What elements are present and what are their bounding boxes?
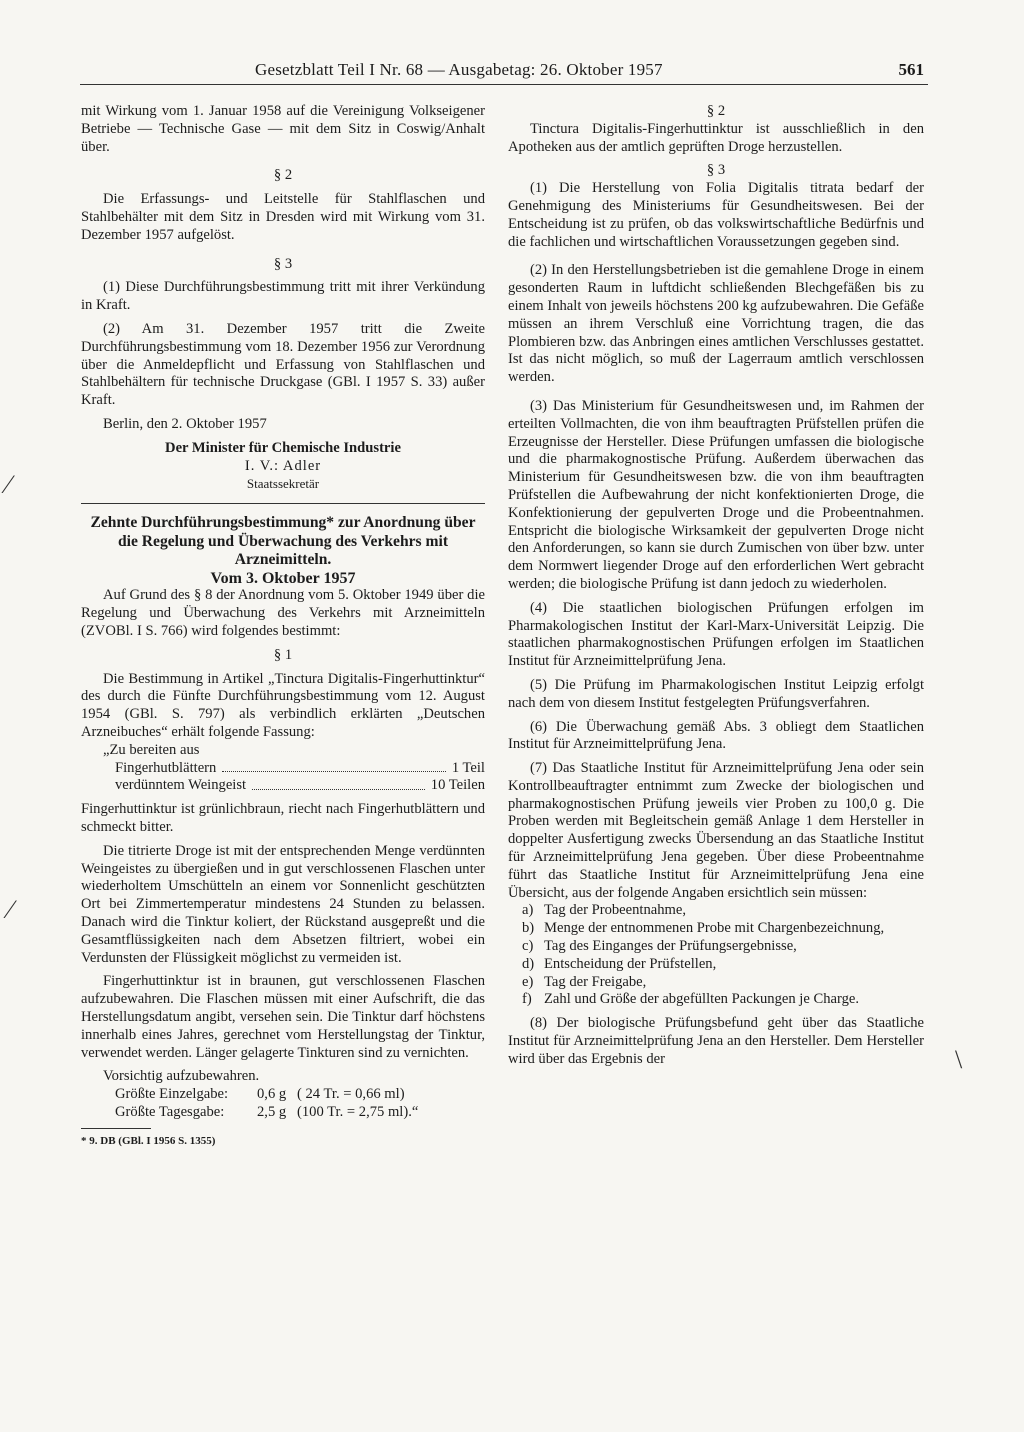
recipe-item: verdünntem Weingeist: [115, 777, 247, 794]
header-title: Gesetzblatt Teil I Nr. 68 — Ausgabetag: 26. Oktober 1957: [255, 60, 663, 79]
recipe-amount: 10 Teilen: [430, 777, 485, 794]
list-item: [522, 956, 924, 974]
paragraph: Die Erfassungs- und Leitstelle für Stahlflaschen und Stahlbehälter mit dem Sitz in Dresden wird mit Wirkung vom 31. Dezember 1957 aufgelöst.: [81, 191, 485, 243]
list-label: d): [522, 955, 535, 972]
paragraph: Tinctura Digitalis-Fingerhuttinktur ist ausschließlich in den Apotheken aus der amtlich geprüften Droge herzustellen.: [508, 120, 924, 155]
preamble: Auf Grund des § 8 der Anordnung vom 5. Oktober 1949 über die Regelung und Überwachung des Verkehrs mit Arzneimitteln (ZVOBl. I S. 766) wird folgendes bestimmt:: [81, 587, 485, 640]
paragraph: (6) Die Überwachung gemäß Abs. 3 obliegt dem Staatlichen Institut für Arzneimittelprüfung Jena.: [508, 718, 924, 753]
margin-mark-icon: ⁄: [8, 895, 13, 924]
section-heading: § 2: [273, 167, 293, 184]
section-heading: § 3: [706, 162, 726, 179]
recipe-line: [115, 777, 485, 795]
paragraph: Die titrierte Droge ist mit der entsprechenden Menge verdünnten Weingeistes zu übergießen und in gut verschlossenen Flaschen unter wiederholtem Umschütteln an einem vor Sonnenlicht geschützten Ort bei Zimmertemperatur mindestens 24 Stunden zu belassen. Danach wird die Tinktur koliert, der Rückstand ausgepreßt und die Gesamtflüssigkeiten nach dem Absetzen filtriert, wobei ein Verdunsten der Flüssigkeit möglichst zu vermeiden ist.: [81, 842, 485, 966]
dose-detail: ( 24 Tr. = 0,66 ml): [297, 1086, 405, 1103]
paragraph: Fingerhuttinktur ist in braunen, gut verschlossenen Flaschen aufzubewahren. Die Flaschen müssen mit einer Aufschrift, die das Herstellungsdatum angibt, versehen sein. Die Tinktur darf höchstens innerhalb eines Jahres, gerechnet vom Herstellungstag der Tinktur, verwendet werden. Länger gelagerte Tinkturen sind zu vernichten.: [81, 973, 485, 1061]
paragraph: Fingerhuttinktur ist grünlichbraun, riecht nach Fingerhutblättern und schmeckt bitter.: [81, 801, 485, 835]
list-text: Entscheidung der Prüfstellen,: [544, 955, 717, 972]
list-text: Tag der Freigabe,: [544, 973, 647, 990]
dose-detail: (100 Tr. = 2,75 ml).“: [297, 1103, 419, 1120]
list-label: f): [522, 991, 532, 1008]
signer-name: I. V.: Adler: [244, 457, 322, 474]
dose-line: [115, 1086, 485, 1104]
list-item: [522, 991, 924, 1009]
list-item: [522, 938, 924, 956]
section-heading: § 1: [273, 646, 293, 663]
recipe-item: Fingerhutblättern: [115, 759, 217, 776]
caution: Vorsichtig aufzubewahren.: [103, 1068, 260, 1085]
dose-value: 2,5 g: [257, 1103, 287, 1120]
regulation-heading: Zehnte Durchführungsbestimmung* zur Anordnung über die Regelung und Überwachung des Verkehrs mit Arzneimitteln.: [90, 514, 476, 569]
dose-line: [115, 1104, 485, 1122]
paragraph: (2) In den Herstellungsbetrieben ist die gemahlene Droge in einem gesonderten Raum in luftdicht schließenden Blechgefäßen bis zu einem Inhalt von jeweils höchstens 200 kg aufzubewahren. Die Gefäße müssen an ihrem Verschluß eine Vorrichtung tragen, die das Plombieren bzw. das Anbringen eines amtlichen Verschlusses gestattet. Ist das nicht möglich, so muß der Lagerraum amtlich verschlossen werden.: [508, 262, 924, 386]
signer-role: Staatssekretär: [246, 476, 320, 492]
list-label: a): [522, 902, 534, 919]
page-number: 561: [898, 60, 924, 79]
list-label: e): [522, 973, 534, 990]
list-text: Zahl und Größe der abgefüllten Packungen je Charge.: [544, 991, 860, 1008]
dose-value: 0,6 g: [257, 1086, 287, 1103]
list-text: Menge der entnommenen Probe mit Chargenbezeichnung,: [544, 920, 885, 937]
right-column: [508, 103, 924, 1069]
dose-label: Größte Einzelgabe:: [115, 1086, 229, 1103]
left-column: [81, 103, 485, 1151]
paragraph: (4) Die staatlichen biologischen Prüfungen erfolgen im Pharmakologischen Institut der Karl-Marx-Universität Leipzig. Die staatlichen pharmakognostischen Prüfungen erfolgen im Staatlichen Institut für Arzneimittelprüfung Jena.: [508, 599, 924, 670]
list-label: c): [522, 938, 534, 955]
section-heading: § 2: [706, 103, 726, 119]
margin-mark-icon: \: [955, 1045, 963, 1074]
footnote-rule: [81, 1128, 151, 1129]
footnote: * 9. DB (GBl. I 1956 S. 1355): [81, 1134, 216, 1147]
paragraph: (1) Diese Durchführungsbestimmung tritt mit ihrer Verkündung in Kraft.: [81, 279, 485, 314]
paragraph: (2) Am 31. Dezember 1957 tritt die Zweite Durchführungsbestimmung vom 18. Dezember 1956 zur Verordnung über die Anmeldepflicht und Erfassung von Stahlflaschen und Stahlbehältern für technische Druckgase (GBl. I 1957 S. 33) außer Kraft.: [81, 320, 485, 409]
recipe-line: [115, 760, 485, 778]
list-text: Tag der Probeentnahme,: [544, 902, 687, 919]
section-heading: § 3: [273, 255, 293, 272]
page-header: [80, 60, 928, 85]
signer-title: Der Minister für Chemische Industrie: [165, 439, 401, 456]
regulation-date: Vom 3. Oktober 1957: [210, 569, 356, 587]
list-item: [522, 920, 924, 938]
recipe-amount: 1 Teil: [451, 759, 485, 776]
paragraph: (8) Der biologische Prüfungsbefund geht über das Staatliche Institut für Arzneimittelprüfung Jena an den Hersteller. Dem Hersteller wird über das Ergebnis der: [508, 1015, 924, 1067]
paragraph: (1) Die Herstellung von Folia Digitalis titrata bedarf der Genehmigung des Ministeriums für Gesundheitswesen. Bei der Entscheidung ist zu prüfen, ob das volkswirtschaftliche Bedürfnis und die fachlichen und wirtschaftlichen Voraussetzungen gegeben sind.: [508, 180, 924, 250]
margin-mark-icon: ⁄: [6, 470, 11, 499]
list-label: b): [522, 920, 535, 937]
paragraph: (7) Das Staatliche Institut für Arzneimittelprüfung Jena oder sein Kontrollbeauftragter entnimmt zum Zwecke der biologischen und pharmakognostischen Prüfung jeweils vier Proben zu 100,0 g. Die Proben werden mit Begleitschein gemäß Anlage 1 dem Hersteller in doppelter Ausfertigung zwecks Übersendung an das Staatliche Institut für Arzneimittelprüfung Jena gegeben. Über diese Probeentnahme führt das Staatliche Institut für Arzneimittelprüfung Jena eine Übersicht, aus der folgende Angaben ersichtlich sein müssen:: [508, 760, 924, 901]
list-item: [522, 902, 924, 920]
paragraph: (5) Die Prüfung im Pharmakologischen Institut Leipzig erfolgt nach dem von diesem Institut festgelegten Prüfungsverfahren.: [508, 676, 924, 711]
list-item: [522, 974, 924, 992]
dose-label: Größte Tagesgabe:: [115, 1103, 225, 1120]
paragraph: (3) Das Ministerium für Gesundheitswesen und, im Rahmen der erteilten Vollmachten, die von ihm beauftragten Prüfstellen prüfen die Erzeugnisse der Hersteller. Diese Prüfungen umfassen die biologische und die pharmakognostische Prüfung. Außerdem überwachen das Ministerium für Gesundheitswesen bzw. die von ihm beauftragten Prüfstellen die Aufbewahrung der nicht konfektionierten Droge, die Konfektionierung der gepulverten Droge und die Probeentnahmen. Entspricht die biologische Wirksamkeit der gepulverten Droge nicht den Anforderungen, so kann sie durch Zumischen von über bzw. unter dem Normwert liegender Droge auf den erforderlichen Wert gebracht werden; die biologische Prüfung ist dann jedoch zu wiederholen.: [508, 397, 924, 592]
divider: [81, 503, 485, 504]
place-date: Berlin, den 2. Oktober 1957: [103, 415, 267, 432]
recipe-intro: „Zu bereiten aus: [103, 741, 200, 758]
list-text: Tag des Einganges der Prüfungsergebnisse,: [544, 938, 797, 955]
paragraph: Die Bestimmung in Artikel „Tinctura Digitalis-Fingerhuttinktur“ des durch die Fünfte Durchführungsbestimmung vom 12. August 1954 (GBl. S. 797) als verbindlich erklärten „Deutschen Arzneibuches“ erhält folgende Fassung:: [81, 670, 485, 741]
intro-paragraph: mit Wirkung vom 1. Januar 1958 auf die Vereinigung Volkseigener Betriebe — Technische Gase — mit dem Sitz in Coswig/Anhalt über.: [81, 103, 485, 155]
